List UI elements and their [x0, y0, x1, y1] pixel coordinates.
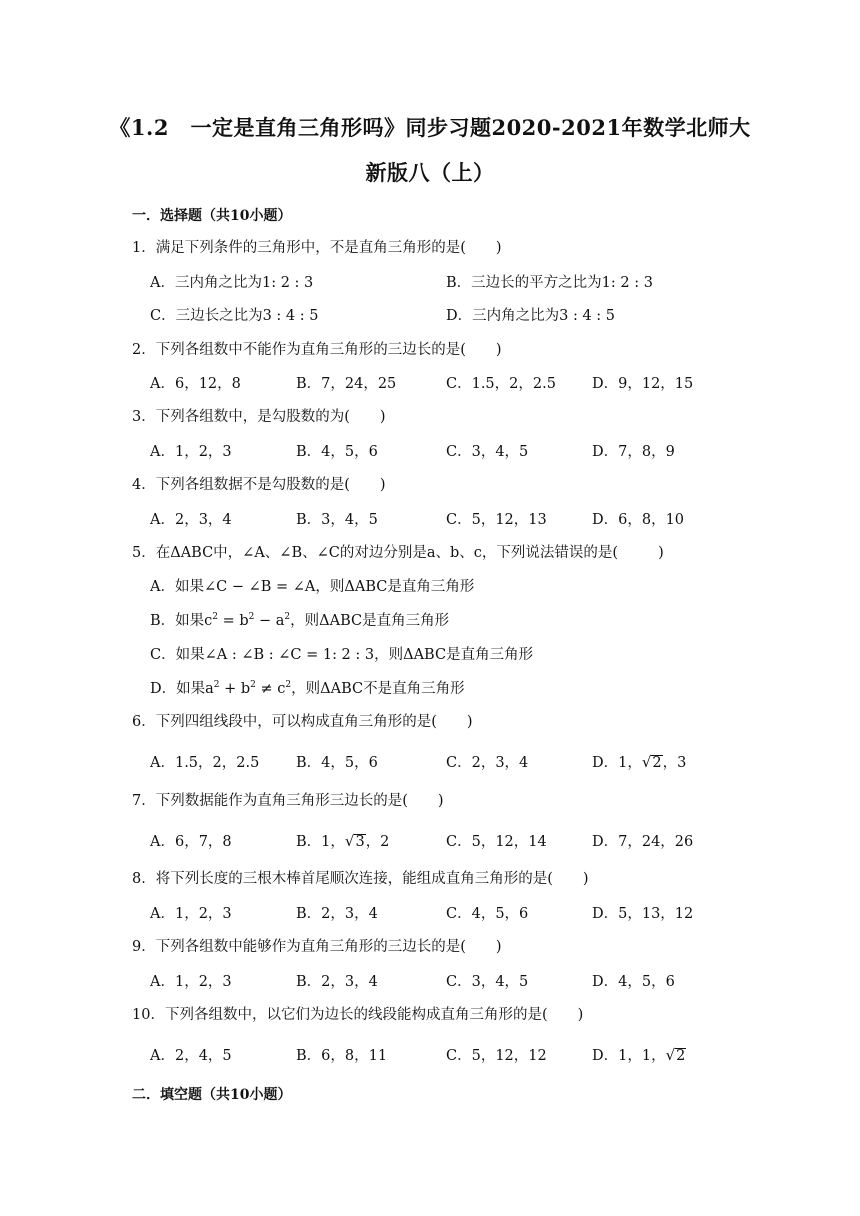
question-10-option-a: A．2，4，5 [150, 1048, 232, 1064]
question-6-option-c: C．2，3，4 [446, 755, 529, 771]
question-9-option-b: B．2，3，4 [296, 974, 378, 990]
question-2-option-a: A．6，12，8 [150, 376, 241, 392]
question-9-option-a: A．1，2，3 [150, 974, 232, 990]
question-3-option-a: A．1，2，3 [150, 444, 232, 460]
question-8-stem: 8．将下列长度的三根木棒首尾顺次连接，能组成直角三角形的是( ) [132, 871, 589, 887]
question-6-option-a: A．1.5，2，2.5 [150, 755, 260, 771]
question-10-option-c: C．5，12，12 [446, 1048, 547, 1064]
question-1-option-b: B．三边长的平方之比为1: 2 : 3 [446, 275, 653, 291]
question-2-option-b: B．7，24，25 [296, 376, 397, 392]
sqrt-sign-icon: √ [665, 1046, 676, 1064]
question-8-option-c: C．4，5，6 [446, 906, 529, 922]
sqrt-sign-icon: √ [641, 753, 652, 771]
question-1-option-d: D．三内角之比为3 : 4 : 5 [446, 308, 616, 324]
question-1-stem: 1．满足下列条件的三角形中，不是直角三角形的是( ) [132, 240, 502, 256]
question-10-option-d: D．1，1，√2 [592, 1046, 686, 1064]
question-4-stem: 4．下列各组数据不是勾股数的是( ) [132, 477, 386, 493]
question-3-option-d: D．7，8，9 [592, 444, 675, 460]
question-2-stem: 2．下列各组数中不能作为直角三角形的三边长的是( ) [132, 342, 502, 358]
question-4-option-d: D．6，8，10 [592, 512, 685, 528]
question-8-option-d: D．5，13，12 [592, 906, 694, 922]
question-8-option-a: A．1，2，3 [150, 906, 232, 922]
title-line-2: 新版八（上） [365, 160, 495, 185]
question-2-option-d: D．9，12，15 [592, 376, 694, 392]
question-6-option-d: D．1，√2，3 [592, 753, 687, 771]
question-2-option-c: C．1.5，2，2.5 [446, 376, 556, 392]
question-8-option-b: B．2，3，4 [296, 906, 378, 922]
question-5-option-a: A．如果∠C − ∠B = ∠A，则ΔABC是直角三角形 [150, 579, 475, 595]
question-4-option-c: C．5，12，13 [446, 512, 547, 528]
question-3-option-b: B．4，5，6 [296, 444, 378, 460]
question-7-option-c: C．5，12，14 [446, 834, 547, 850]
question-7-option-a: A．6，7，8 [150, 834, 232, 850]
question-1-option-c: C．三边长之比为3 : 4 : 5 [150, 308, 319, 324]
question-10-stem: 10．下列各组数中，以它们为边长的线段能构成直角三角形的是( ) [132, 1007, 584, 1023]
question-3-stem: 3．下列各组数中，是勾股数的为( ) [132, 409, 386, 425]
question-5-option-b: B．如果$c^2 = b^2 - a^2$，则ΔABC是直角三角形 [150, 612, 450, 629]
question-9-option-d: D．4，5，6 [592, 974, 675, 990]
question-4-option-b: B．3，4，5 [296, 512, 378, 528]
question-3-option-c: C．3，4，5 [446, 444, 529, 460]
question-9-stem: 9．下列各组数中能够作为直角三角形的三边长的是( ) [132, 939, 502, 955]
question-7-option-d: D．7，24，26 [592, 834, 694, 850]
question-10-option-b: B．6，8，11 [296, 1048, 388, 1064]
question-9-option-c: C．3，4，5 [446, 974, 529, 990]
question-1-option-a: A．三内角之比为1: 2 : 3 [150, 275, 314, 291]
question-6-option-b: B．4，5，6 [296, 755, 378, 771]
question-5-option-d: D．如果$a^2 + b^2 \ne c^2$，则ΔABC不是直角三角形 [150, 680, 465, 697]
question-4-option-a: A．2，3，4 [150, 512, 232, 528]
section-heading-choice: 一．选择题（共10小题） [132, 208, 292, 224]
question-7-option-b: B．1，√3，2 [296, 832, 390, 850]
title-line-1: 《1.2 一定是直角三角形吗》同步习题2020-2021年数学北师大 [109, 115, 751, 140]
section-heading-fill: 二．填空题（共10小题） [132, 1087, 292, 1103]
question-5-option-c: C．如果∠A : ∠B : ∠C = 1: 2 : 3，则ΔABC是直角三角形 [150, 647, 534, 663]
question-6-stem: 6．下列四组线段中，可以构成直角三角形的是( ) [132, 714, 473, 730]
question-5-stem: 5．在ΔABC中，∠A、∠B、∠C的对边分别是a、b、c，下列说法错误的是( ) [132, 545, 664, 561]
sqrt-sign-icon: √ [344, 832, 355, 850]
question-7-stem: 7．下列数据能作为直角三角形三边长的是( ) [132, 793, 444, 809]
